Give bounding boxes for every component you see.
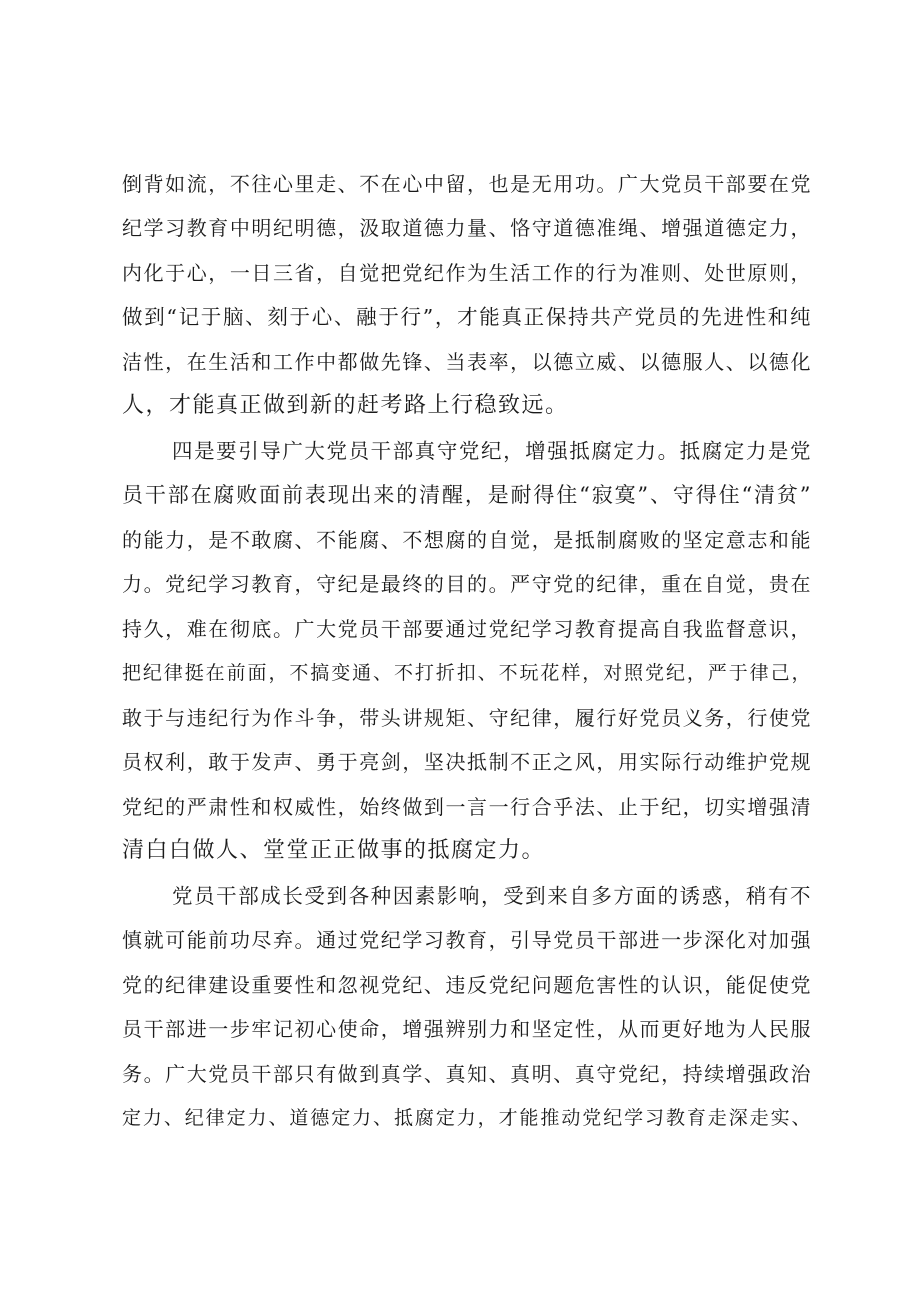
text-line: 持久，难在彻底。广大党员干部要通过党纪学习教育提高自我监督意识，	[122, 617, 812, 641]
text-line: 做到“记于脑、刻于心、融于行”，才能真正保持共产党员的先进性和纯	[122, 305, 812, 329]
text-line: 洁性，在生活和工作中都做先锋、当表率，以德立威、以德服人、以德化	[122, 350, 812, 374]
text-line: 党的纪律建设重要性和忽视党纪、违反党纪问题危害性的认识，能促使党	[122, 973, 812, 997]
text-line: 定力、纪律定力、道德定力、抵腐定力，才能推动党纪学习教育走深走实、	[122, 1107, 812, 1129]
text-line: 纪学习教育中明纪明德，汲取道德力量、恪守道德准绳、增强道德定力，	[122, 216, 812, 240]
paragraph-first-line: 四是要引导广大党员干部真守党纪，增强抵腐定力。抵腐定力是党	[172, 439, 812, 463]
text-line: 员干部在腐败面前表现出来的清醒，是耐得住“寂寞”、守得住“清贫”	[122, 483, 812, 507]
text-line: 力。党纪学习教育，守纪是最终的目的。严守党的纪律，重在自觉，贵在	[122, 572, 812, 596]
paragraph-end-line: 清白白做人、堂堂正正做事的抵腐定力。	[122, 838, 546, 863]
text-line: 员干部进一步牢记初心使命，增强辨别力和坚定性，从而更好地为人民服	[122, 1017, 812, 1041]
text-line: 慎就可能前功尽弃。通过党纪学习教育，引导党员干部进一步深化对加强	[122, 928, 812, 952]
text-line: 倒背如流，不往心里走、不在心中留，也是无用功。广大党员干部要在党	[122, 172, 812, 196]
text-line: 党纪的严肃性和权威性，始终做到一言一行合乎法、止于纪，切实增强清	[122, 795, 812, 819]
text-line: 内化于心，一日三省，自觉把党纪作为生活工作的行为准则、处世原则，	[122, 261, 812, 285]
text-line: 的能力，是不敢腐、不能腐、不想腐的自觉，是抵制腐败的坚定意志和能	[122, 528, 812, 552]
text-line: 员权利，敢于发声、勇于亮剑，坚决抵制不正之风，用实际行动维护党规	[122, 750, 812, 774]
paragraph-end-line: 人，才能真正做到新的赶考路上行稳致远。	[122, 393, 569, 418]
text-line: 把纪律挺在前面，不搞变通、不打折扣、不玩花样，对照党纪，严于律己，	[122, 662, 812, 684]
text-line: 务。广大党员干部只有做到真学、真知、真明、真守党纪，持续增强政治	[122, 1062, 812, 1086]
text-line: 敢于与违纪行为作斗争，带头讲规矩、守纪律，履行好党员义务，行使党	[122, 706, 812, 730]
paragraph-first-line: 党员干部成长受到各种因素影响，受到来自多方面的诱惑，稍有不	[172, 884, 812, 908]
